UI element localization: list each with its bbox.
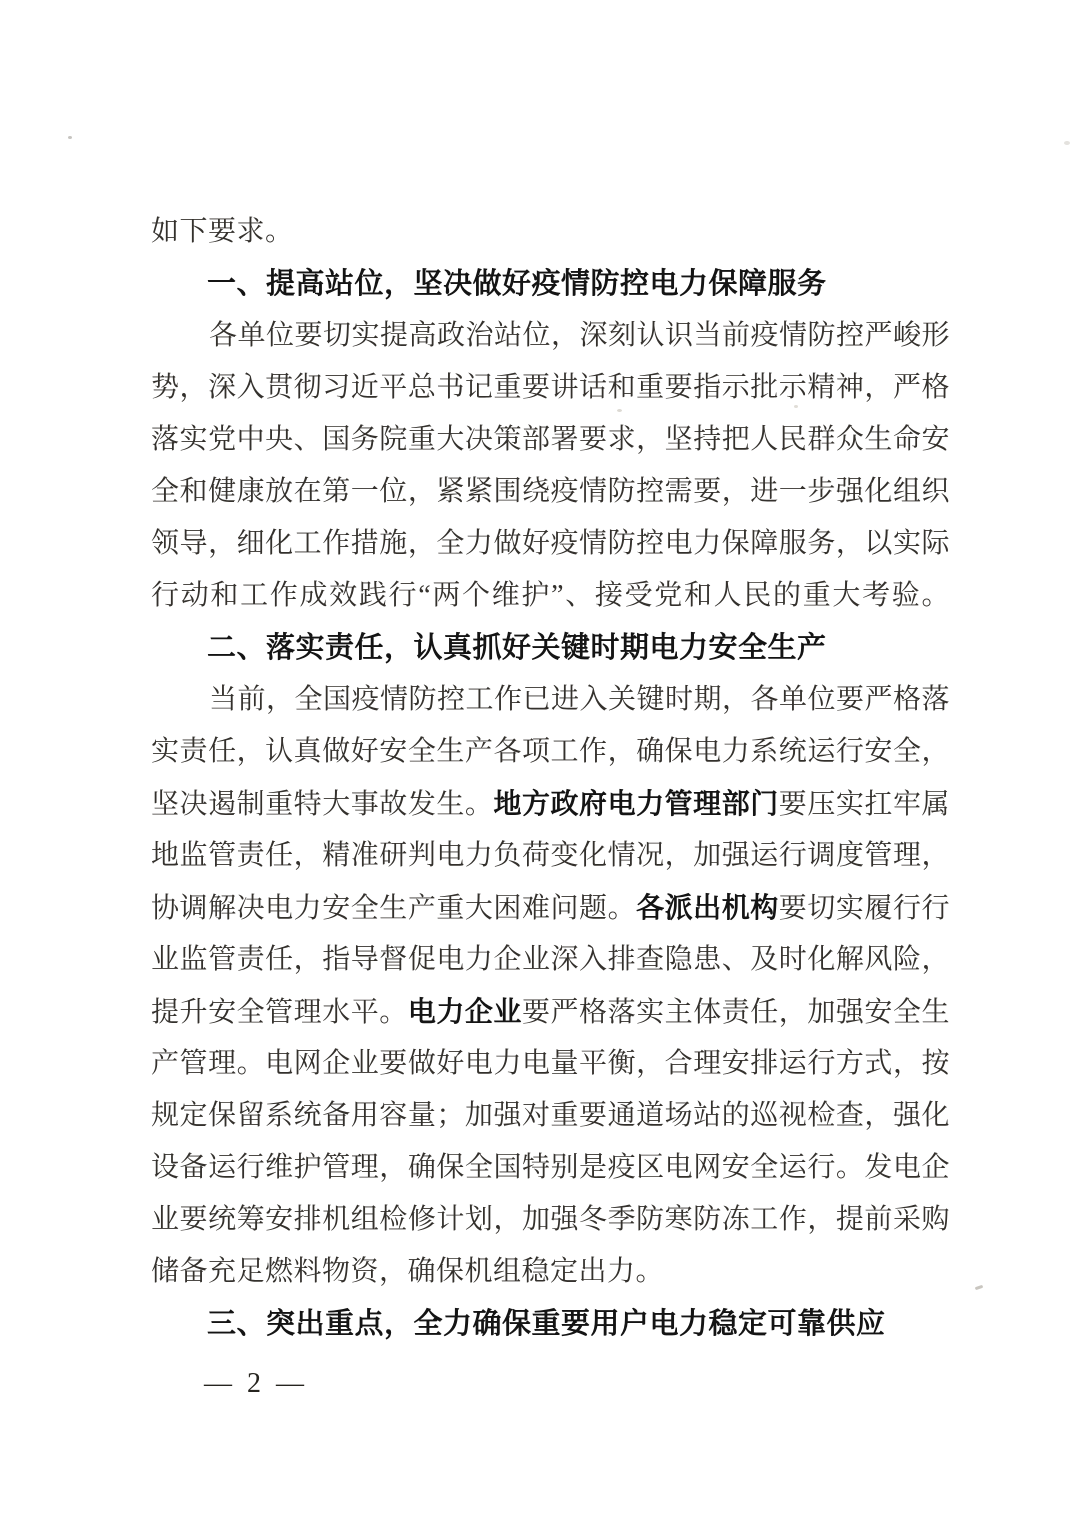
para-2-line-8: 产管理。电网企业要做好电力电量平衡，合理安排运行方式，按 <box>151 1048 950 1079</box>
scan-speck <box>68 136 72 139</box>
para-2-line-3 <box>151 778 950 830</box>
para-2-line-4: 地监管责任，精准研判电力负荷变化情况，加强运行调度管理， <box>151 840 950 871</box>
para-1-line-1: 各单位要切实提高政治站位，深刻认识当前疫情防控严峻形 <box>209 320 951 351</box>
bold-run-dispatch-agencies: 各派出机构 <box>636 892 779 923</box>
para-1-line-2: 势，深入贯彻习近平总书记重要讲话和重要指示批示精神，严格 <box>151 372 950 403</box>
para-2-line-12: 储备充足燃料物资，确保机组稳定出力。 <box>151 1256 665 1287</box>
para-1-line-3: 落实党中央、国务院重大决策部署要求，坚持把人民群众生命安 <box>151 424 950 455</box>
para-2-line-7 <box>151 986 950 1038</box>
text-block <box>151 206 950 1350</box>
text-run: 提升安全管理水平。 <box>151 997 408 1028</box>
scan-speck <box>975 1285 984 1290</box>
bold-run-local-govt: 地方政府电力管理部门 <box>493 788 779 819</box>
text-run: 要严格落实主体责任，加强安全生 <box>521 997 950 1028</box>
para-1-line-6: 行动和工作成效践行“两个维护”、接受党和人民的重大考验。 <box>151 580 950 611</box>
intro-line: 如下要求。 <box>151 216 294 247</box>
para-1-line-5: 领导，细化工作措施，全力做好疫情防控电力保障服务，以实际 <box>151 528 950 559</box>
text-run: 要切实履行行 <box>778 893 950 924</box>
para-2-line-11: 业要统筹安排机组检修计划，加强冬季防寒防冻工作，提前采购 <box>151 1204 950 1235</box>
text-run: 要压实扛牢属 <box>778 789 950 820</box>
scan-speck <box>1064 141 1070 145</box>
text-run: 协调解决电力安全生产重大困难问题。 <box>151 893 637 924</box>
para-2-line-2: 实责任，认真做好安全生产各项工作，确保电力系统运行安全， <box>151 736 950 767</box>
para-2-line-10: 设备运行维护管理，确保全国特别是疫区电网安全运行。发电企 <box>151 1152 950 1183</box>
para-1-line-4: 全和健康放在第一位，紧紧围绕疫情防控需要，进一步强化组织 <box>151 476 950 507</box>
para-2-line-9: 规定保留系统备用容量；加强对重要通道场站的巡视检查，强化 <box>151 1100 950 1131</box>
text-run: 坚决遏制重特大事故发生。 <box>151 789 494 820</box>
section-3-heading: 三、突出重点，全力确保重要用户电力稳定可靠供应 <box>207 1308 886 1340</box>
page-number: — 2 — <box>204 1368 305 1399</box>
para-2-line-1: 当前，全国疫情防控工作已进入关键时期，各单位要严格落 <box>209 684 951 715</box>
para-2-line-5 <box>151 882 950 934</box>
section-1-heading: 一、提高站位，坚决做好疫情防控电力保障服务 <box>207 268 827 300</box>
bold-run-power-enterprises: 电力企业 <box>407 996 522 1027</box>
section-2-heading: 二、落实责任，认真抓好关键时期电力安全生产 <box>207 632 827 664</box>
para-2-line-6: 业监管责任，指导督促电力企业深入排查隐患、及时化解风险， <box>151 944 950 975</box>
